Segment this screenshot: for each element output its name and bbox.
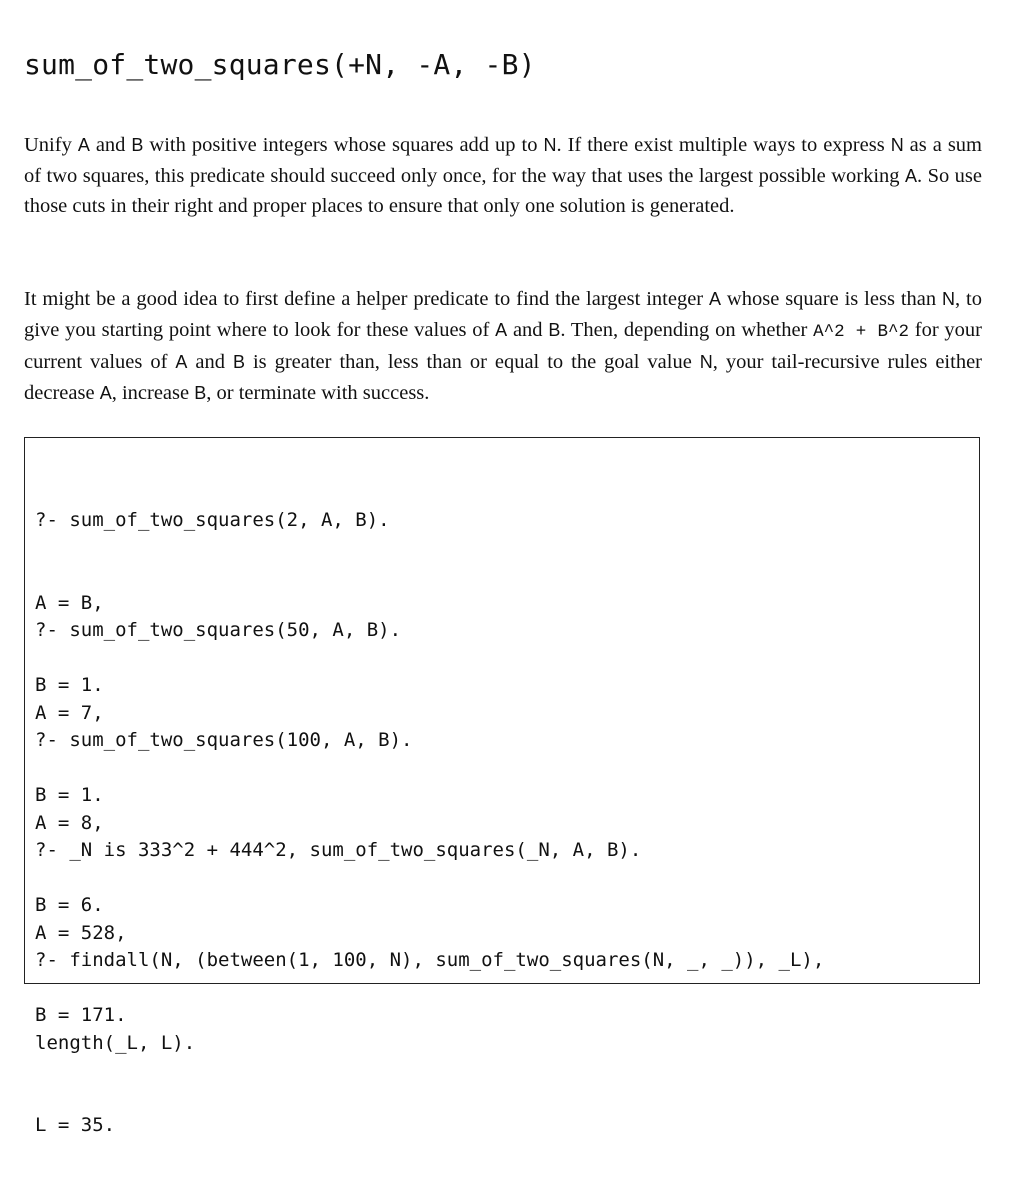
query-line: ?- findall(N, (between(1, 100, N), sum_of_two_squares(N, _, _)), _L),: [35, 949, 825, 971]
code-expression: A^2 + B^2: [813, 321, 909, 342]
query-line: ?- sum_of_two_squares(2, A, B).: [35, 509, 390, 531]
answer-line: A = 7,: [35, 701, 104, 724]
text-span: . Then, depending on whether: [560, 318, 814, 341]
text-span: as a sum of two squares, this predicate should succeed only once, for the way that uses the largest possible working: [24, 134, 982, 187]
code-variable: N: [942, 289, 956, 309]
text-span: is greater than, less than or equal to the goal value: [244, 351, 700, 373]
query-line: ?- _N is 333^2 + 444^2, sum_of_two_squares(_N, A, B).: [35, 839, 642, 861]
answer-line: A = 528,: [35, 921, 127, 944]
code-variable: A: [175, 352, 188, 372]
answer-line: A = 8,: [35, 811, 104, 834]
answer-line: B = 6.: [35, 894, 104, 916]
answer-line: A = B,: [35, 591, 104, 614]
code-variable: A: [709, 289, 722, 309]
text-span: whose square is less than: [721, 288, 943, 310]
text-span: . If there exist multiple ways to express: [556, 134, 891, 156]
code-variable: N: [890, 135, 904, 155]
answer-line: B = 1.: [35, 674, 104, 696]
text-span: with positive integers whose squares add up to: [143, 134, 544, 156]
text-span: It might be a good idea to first define a helper predicate to find the largest integer: [24, 288, 710, 310]
code-variable: A: [904, 165, 917, 186]
code-variable: A: [77, 135, 90, 155]
code-variable: B: [548, 319, 561, 340]
answer-line: B = 171.: [35, 1004, 127, 1026]
query-line: ?- sum_of_two_squares(100, A, B).: [35, 729, 413, 751]
text-span: , or terminate with success.: [206, 381, 430, 404]
text-span: , your tail-recursive rules either decrease: [24, 351, 983, 404]
text-span: Unify: [24, 134, 78, 156]
text-span: for your current values of: [24, 318, 983, 373]
text-span: and: [507, 318, 549, 341]
query-line: length(_L, L).: [35, 1031, 196, 1054]
text-span: , increase: [111, 381, 195, 404]
example-queries-box: [24, 437, 980, 1136]
text-span: , to give you starting point where to look for these values of: [24, 288, 982, 341]
description-paragraph: [24, 130, 982, 222]
code-variable: N: [543, 135, 557, 155]
answer-line: L = 35.: [35, 1114, 116, 1136]
code-variable: B: [232, 352, 245, 372]
code-variable: B: [194, 382, 207, 403]
code-variable: N: [699, 352, 713, 372]
code-variable: A: [99, 382, 112, 403]
code-variable: A: [495, 319, 508, 340]
text-span: and: [89, 134, 132, 156]
hint-paragraph: [24, 284, 982, 408]
text-span: and: [187, 351, 233, 373]
answer-line: B = 1.: [35, 784, 104, 806]
text-span: . So use those cuts in their right and proper places to ensure that only one solution is generated.: [24, 164, 982, 217]
query-line: ?- sum_of_two_squares(50, A, B).: [35, 619, 402, 641]
predicate-signature-title: sum_of_two_squares(+N, -A, -B): [24, 48, 536, 81]
code-variable: B: [131, 135, 144, 155]
example-query-block: [35, 892, 824, 1195]
